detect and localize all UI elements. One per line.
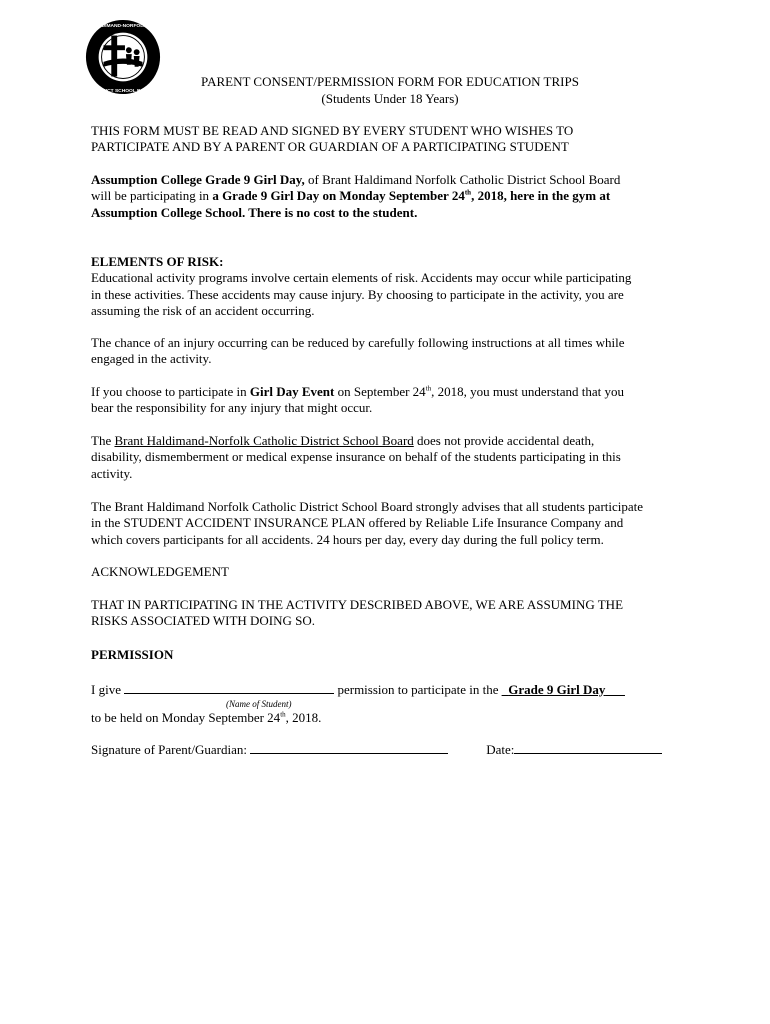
- risk-text: Educational activity programs involve certain elements of risk. Accidents may occur while participating: [91, 270, 632, 286]
- event-line-2: [91, 188, 683, 204]
- risk-text: disability, dismemberment or medical expense insurance on behalf of the students participating in this: [91, 449, 621, 465]
- risk-text: bear the responsibility for any injury that might occur.: [91, 400, 373, 416]
- logo-text-top: BRANT HALDIMAND-NORFOLK CATHOLIC: [73, 23, 173, 29]
- risk-text: activity.: [91, 465, 133, 481]
- held-text: , 2018.: [285, 710, 322, 725]
- risk-section: [91, 254, 683, 319]
- risk-text: The Brant Haldimand Norfolk Catholic District School Board strongly advises that all students participate: [91, 499, 644, 514]
- risk-text: in these activities. These accidents may cause injury. By choosing to participate in the activity, you are: [91, 286, 624, 302]
- date-label: Date:: [486, 742, 515, 757]
- risk-text-part: does not provide accidental death,: [413, 433, 595, 448]
- form-subtitle: (Students Under 18 Years): [321, 91, 459, 106]
- board-name-underlined: Brant Haldimand-Norfolk Catholic District School Board: [114, 433, 414, 448]
- event-name-pad: ___: [605, 682, 625, 697]
- risk-text-part: If you choose to participate in: [91, 384, 250, 399]
- acknowledgement-heading: ACKNOWLEDGEMENT: [91, 564, 229, 579]
- intro-notice: [91, 123, 683, 156]
- intro-line-2: PARTICIPATE AND BY A PARENT OR GUARDIAN OF A PARTICIPATING STUDENT: [91, 139, 569, 155]
- name-of-student-note: (Name of Student): [226, 699, 292, 709]
- acknowledgement-text: [91, 597, 683, 630]
- intro-line-1: THIS FORM MUST BE READ AND SIGNED BY EVERY STUDENT WHO WISHES TO: [91, 123, 574, 138]
- student-name-field[interactable]: [124, 682, 334, 694]
- event-name-pad: _: [501, 682, 509, 697]
- event-text: will be participating in: [91, 188, 213, 204]
- held-text: to be held on Monday September 24: [91, 710, 281, 725]
- signature-line: [91, 742, 711, 758]
- event-name-value: Grade 9 Girl Day: [508, 682, 606, 697]
- risk-text: The chance of an injury occurring can be reduced by carefully following instructions at all times while: [91, 335, 625, 350]
- risk-text: [91, 384, 683, 400]
- risk-text-part: on September 24: [334, 384, 426, 399]
- risk-heading: ELEMENTS OF RISK:: [91, 254, 224, 269]
- risk-text: which covers participants for all accidents. 24 hours per day, every day during the full policy term.: [91, 531, 604, 547]
- risk-text: in the STUDENT ACCIDENT INSURANCE PLAN offered by Reliable Life Insurance Company and: [91, 515, 624, 531]
- ack-line-2: RISKS ASSOCIATED WITH DOING SO.: [91, 613, 316, 629]
- event-description: [91, 172, 683, 221]
- event-line-3: Assumption College School. There is no cost to the student.: [91, 204, 418, 220]
- date-field[interactable]: [514, 742, 662, 754]
- risk-text-part: The: [91, 433, 115, 448]
- risk-paragraph-2: [91, 335, 683, 368]
- date-suffix: th: [425, 384, 432, 393]
- risk-text: [91, 433, 683, 449]
- ack-line-1: THAT IN PARTICIPATING IN THE ACTIVITY DESCRIBED ABOVE, WE ARE ASSUMING THE: [91, 597, 624, 612]
- event-name-field: [502, 682, 625, 697]
- permission-text: permission to participate in the: [334, 682, 502, 697]
- permission-heading: PERMISSION: [91, 647, 174, 662]
- event-name: Assumption College Grade 9 Girl Day,: [91, 172, 305, 187]
- risk-text: engaged in the activity.: [91, 351, 212, 367]
- girl-day-event: Girl Day Event: [249, 384, 335, 399]
- risk-text-part: , 2018, you must understand that you: [431, 384, 624, 399]
- event-board: of Brant Haldimand Norfolk Catholic District School Board: [304, 172, 621, 187]
- event-location: , 2018, here in the gym at: [471, 188, 611, 204]
- signature-label: Signature of Parent/Guardian:: [91, 742, 251, 757]
- risk-paragraph-5: [91, 499, 683, 548]
- risk-paragraph-3: [91, 384, 683, 417]
- signature-field[interactable]: [250, 742, 448, 754]
- permission-line: [91, 682, 711, 698]
- permission-text: I give: [91, 682, 125, 697]
- event-line-1: [91, 172, 683, 188]
- risk-text: assuming the risk of an accident occurring.: [91, 302, 315, 318]
- event-date: a Grade 9 Girl Day on Monday September 24: [212, 188, 465, 204]
- held-on-line: [91, 710, 683, 726]
- form-title: PARENT CONSENT/PERMISSION FORM FOR EDUCATION TRIPS: [201, 74, 579, 89]
- event-date-suffix: th: [464, 188, 472, 197]
- form-title-block: [90, 73, 690, 107]
- logo-text-bottom: DISTRICT SCHOOL BOARD: [91, 89, 155, 95]
- risk-paragraph-4: [91, 433, 683, 482]
- held-date-suffix: th: [280, 710, 286, 719]
